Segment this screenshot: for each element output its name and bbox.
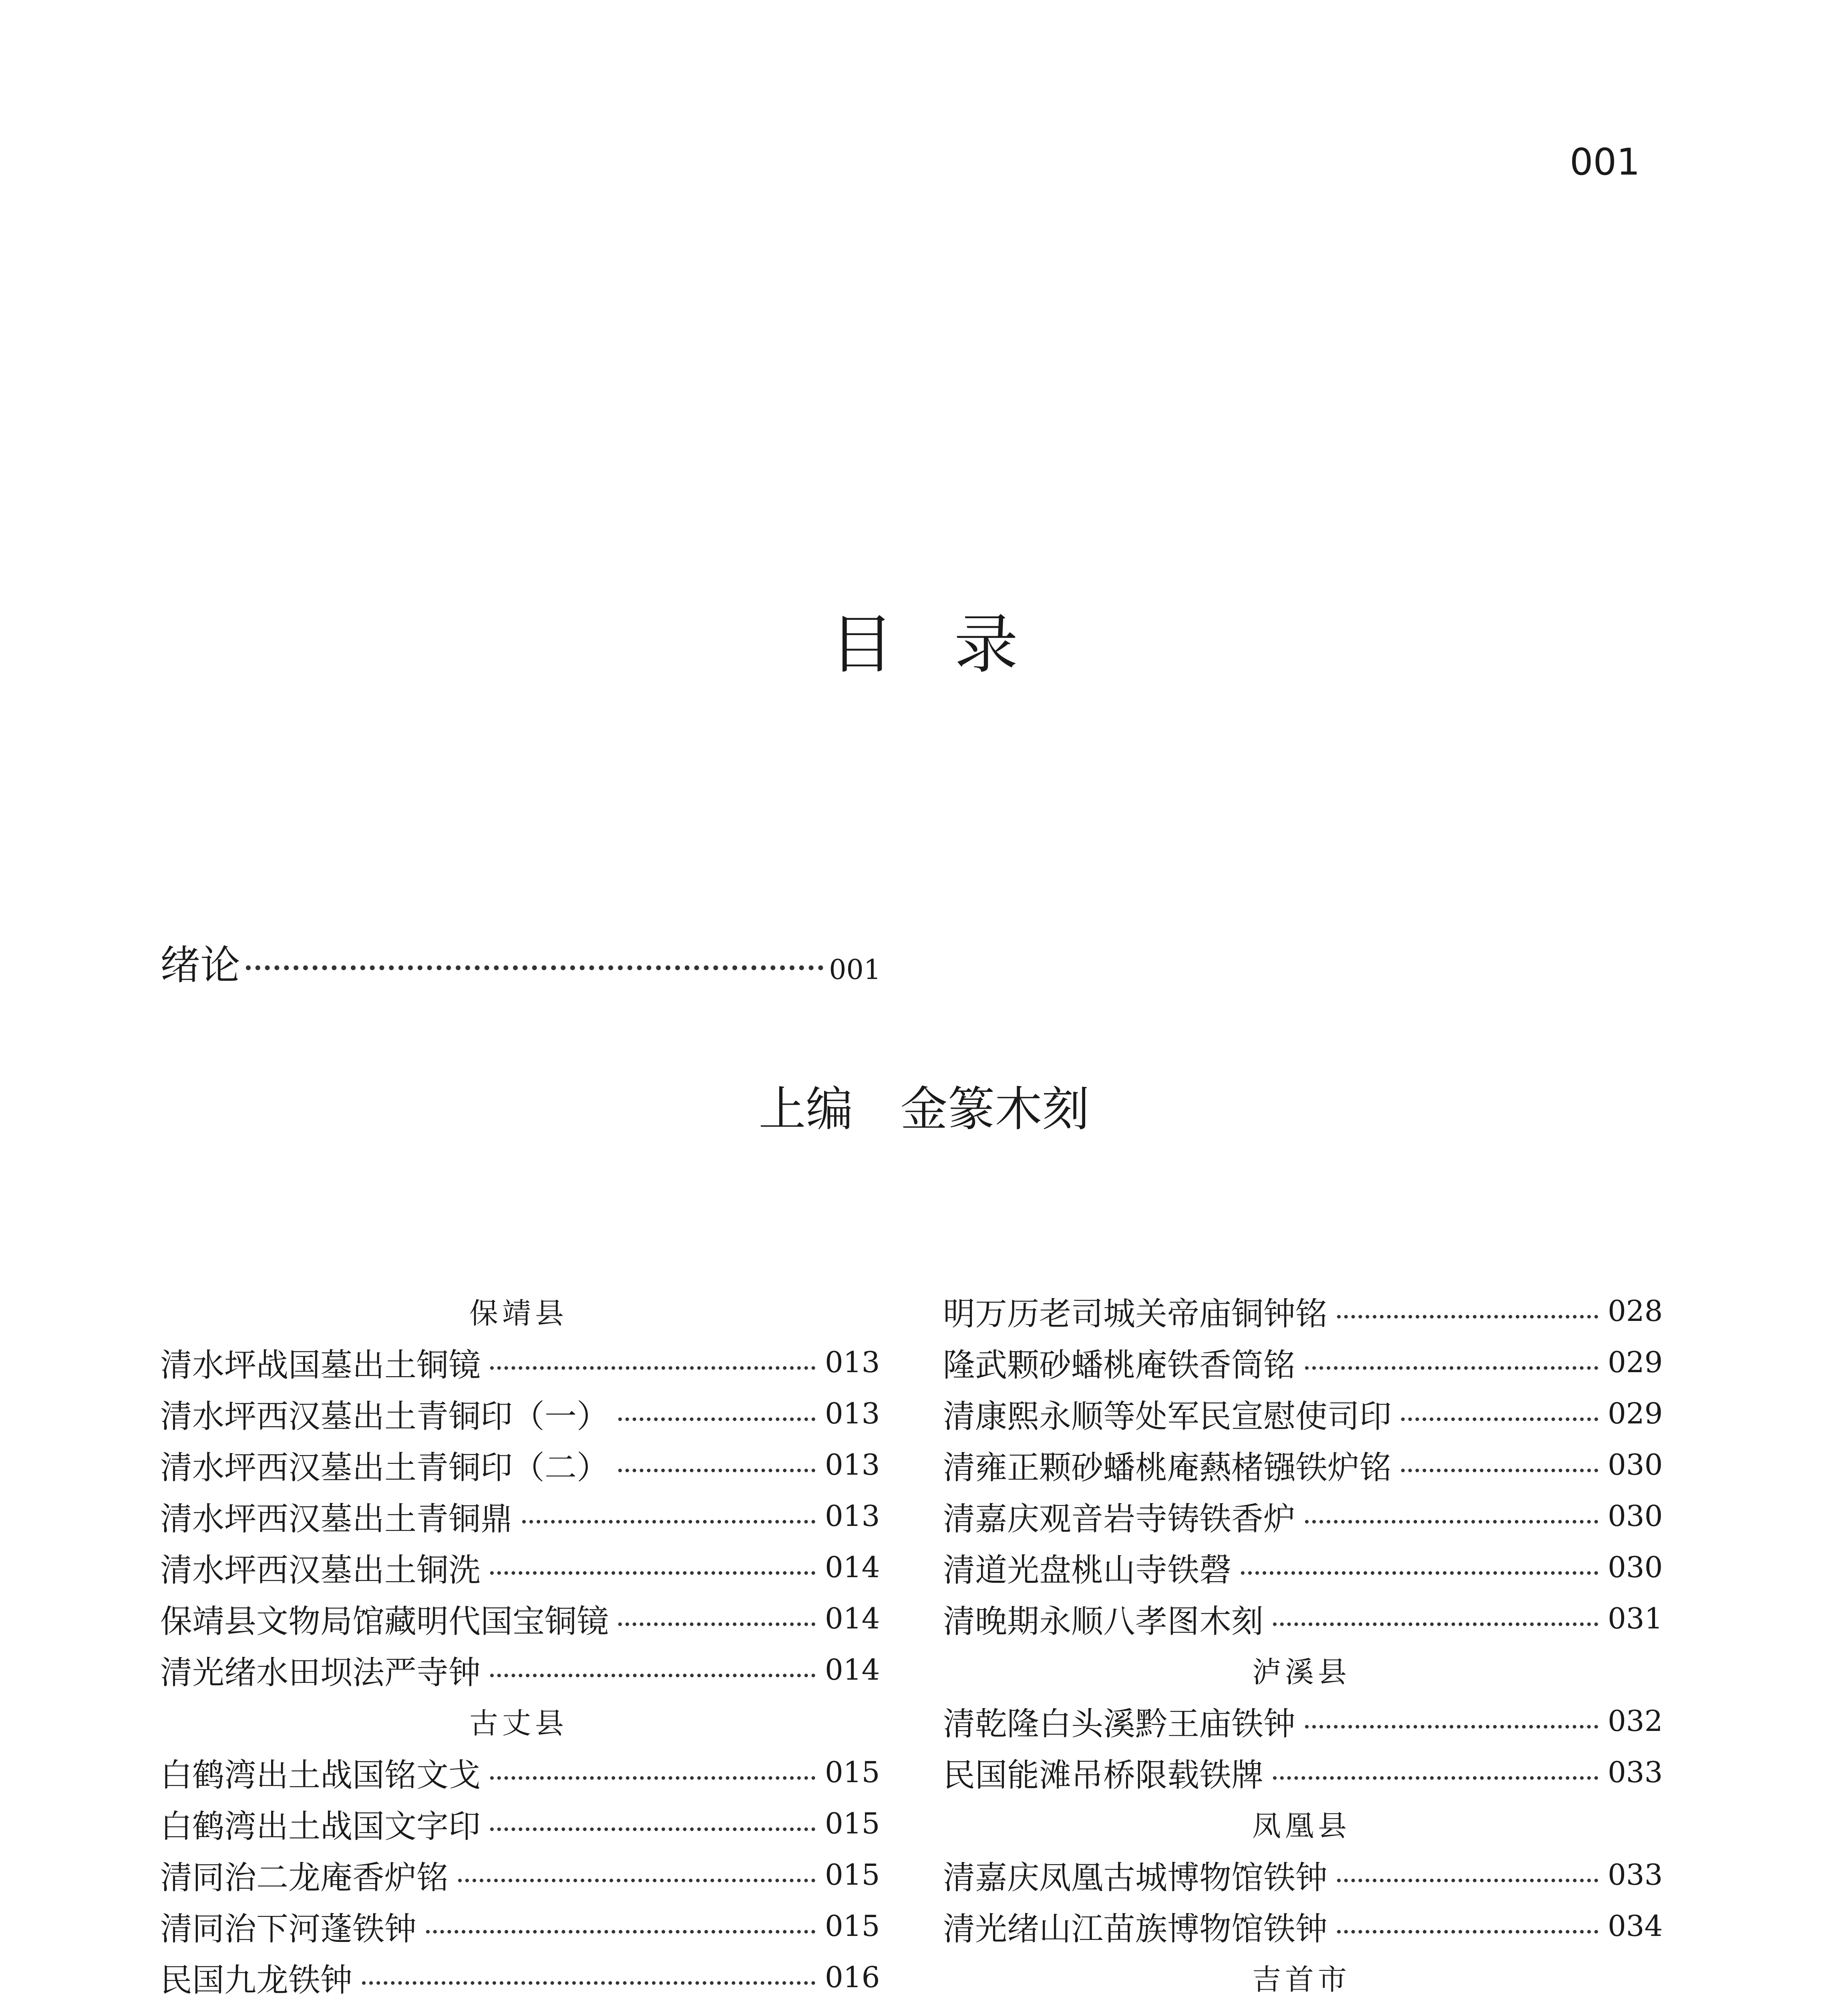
dot-leader [1273, 1776, 1598, 1780]
toc-entry[interactable] [160, 1644, 880, 1695]
page-number: 001 [1570, 141, 1640, 183]
toc-entry-page: 015 [825, 1909, 880, 1943]
toc-entry[interactable] [160, 1439, 880, 1490]
toc-entry-page: 015 [825, 1755, 880, 1789]
toc-entry-page: 013 [825, 1345, 880, 1379]
dot-leader [246, 965, 823, 970]
county-heading: 保靖县 [469, 1296, 568, 1330]
dot-leader [1305, 1520, 1598, 1524]
toc-entry-title: 清晚期永顺八孝图木刻 [943, 1602, 1263, 1640]
toc-entry[interactable] [943, 1900, 1663, 1952]
toc-entry-title: 清嘉庆凤凰古城博物馆铁钟 [943, 1859, 1327, 1896]
county-heading: 古丈县 [469, 1707, 568, 1740]
county-heading: 凤凰县 [1252, 1809, 1351, 1843]
toc-entry-title: 明万历老司城关帝庙铜钟铭 [943, 1295, 1327, 1333]
toc-entry-title: 清水坪西汉墓出土青铜印（二） [160, 1449, 609, 1486]
toc-entry[interactable] [160, 1337, 880, 1388]
toc-entry-title: 绪论 [160, 942, 240, 989]
toc-entry[interactable] [943, 1337, 1663, 1388]
toc-entry-page: 030 [1608, 1499, 1663, 1533]
toc-entry[interactable] [943, 1747, 1663, 1798]
toc-entry-page: 034 [1608, 1909, 1663, 1943]
toc-entry[interactable] [160, 1747, 880, 1798]
page-title: 目录 [830, 607, 1078, 682]
toc-entry-page: 013 [825, 1448, 880, 1481]
toc-entry[interactable] [160, 1593, 880, 1644]
toc-entry-title: 清道光盘桃山寺铁磬 [943, 1551, 1231, 1589]
dot-leader [618, 1622, 815, 1626]
toc-entry[interactable] [160, 1952, 880, 2002]
dot-leader [490, 1674, 815, 1677]
toc-entry[interactable] [943, 1593, 1663, 1644]
dot-leader [490, 1366, 815, 1370]
toc-entry-page: 033 [1608, 1755, 1663, 1789]
toc-entry-page: 029 [1608, 1345, 1663, 1379]
dot-leader [1337, 1879, 1598, 1882]
section-title: 上编 金篆木刻 [758, 1081, 1090, 1137]
toc-entry-title: 清嘉庆观音岩寺铸铁香炉 [943, 1500, 1295, 1538]
toc-entry-title: 清水坪西汉墓出土青铜印（一） [160, 1397, 609, 1435]
toc-entry[interactable] [943, 1849, 1663, 1900]
toc-entry-page: 014 [825, 1550, 880, 1584]
dot-leader [1305, 1366, 1598, 1370]
toc-entry-title: 清水坪西汉墓出土铜洗 [160, 1551, 481, 1589]
toc-entry-page: 030 [1608, 1448, 1663, 1481]
toc-right-column [943, 1285, 1663, 2002]
dot-leader [522, 1520, 815, 1524]
toc-entry-page: 029 [1608, 1397, 1663, 1430]
dot-leader [426, 1930, 815, 1934]
toc-entry-page: 016 [825, 1960, 880, 1994]
dot-leader [618, 1417, 815, 1421]
dot-leader [490, 1776, 815, 1780]
toc-entry-title: 白鹤湾出土战国铭文戈 [160, 1756, 481, 1794]
toc-entry-page: 014 [825, 1602, 880, 1635]
dot-leader [1401, 1469, 1598, 1472]
dot-leader [490, 1571, 815, 1575]
toc-entry[interactable] [943, 1542, 1663, 1593]
toc-entry[interactable] [943, 1388, 1663, 1439]
toc-entry[interactable] [160, 1798, 880, 1849]
dot-leader [458, 1879, 815, 1882]
toc-left-column [160, 1285, 880, 2002]
toc-entry-page: 033 [1608, 1858, 1663, 1891]
toc-entry[interactable] [160, 1900, 880, 1952]
dot-leader [1305, 1725, 1598, 1729]
toc-entry-title: 民国九龙铁钟 [160, 1961, 352, 1999]
toc-entry-page: 032 [1608, 1704, 1663, 1738]
toc-entry-page: 001 [829, 954, 881, 986]
toc-entry-title: 清水坪战国墓出土铜镜 [160, 1346, 481, 1384]
toc-entry[interactable] [943, 1695, 1663, 1747]
toc-entry-title: 清雍正颗砂蟠桃庵爇楮镪铁炉铭 [943, 1449, 1392, 1486]
toc-entry-title: 民国能滩吊桥限载铁牌 [943, 1756, 1263, 1794]
toc-entry-title: 白鹤湾出土战国文字印 [160, 1807, 481, 1845]
toc-entry-title: 清乾隆白头溪黔王庙铁钟 [943, 1705, 1295, 1743]
toc-intro-entry[interactable] [160, 933, 881, 989]
toc-entry[interactable] [943, 1439, 1663, 1490]
toc-entry-title: 清光绪山江苗族博物馆铁钟 [943, 1910, 1327, 1948]
county-heading: 泸溪县 [1252, 1655, 1351, 1689]
toc-entry[interactable] [160, 1388, 880, 1439]
toc-entry-title: 清水坪西汉墓出土青铜鼎 [160, 1500, 513, 1538]
toc-entry[interactable] [160, 1490, 880, 1542]
toc-entry-page: 015 [825, 1858, 880, 1891]
toc-entry-page: 014 [825, 1653, 880, 1686]
dot-leader [1401, 1417, 1598, 1421]
toc-entry-page: 030 [1608, 1550, 1663, 1584]
toc-entry-page: 028 [1608, 1294, 1663, 1328]
dot-leader [1337, 1315, 1598, 1319]
toc-entry-page: 013 [825, 1397, 880, 1430]
toc-entry-title: 保靖县文物局馆藏明代国宝铜镜 [160, 1602, 609, 1640]
dot-leader [618, 1469, 815, 1472]
toc-entry-title: 清光绪水田坝法严寺钟 [160, 1654, 481, 1691]
county-heading: 吉首市 [1252, 1963, 1351, 1996]
toc-entry-title: 清康熙永顺等处军民宣慰使司印 [943, 1397, 1392, 1435]
toc-entry[interactable] [943, 1285, 1663, 1337]
dot-leader [362, 1981, 815, 1985]
toc-entry[interactable] [943, 1490, 1663, 1542]
toc-entry-title: 清同治二龙庵香炉铭 [160, 1859, 448, 1896]
toc-entry[interactable] [160, 1542, 880, 1593]
toc-entry[interactable] [160, 1849, 880, 1900]
dot-leader [490, 1827, 815, 1831]
toc-entry-page: 031 [1608, 1602, 1663, 1635]
toc-entry-page: 013 [825, 1499, 880, 1533]
dot-leader [1273, 1622, 1598, 1626]
dot-leader [1241, 1571, 1598, 1575]
dot-leader [1337, 1930, 1598, 1934]
toc-entry-page: 015 [825, 1807, 880, 1840]
toc-entry-title: 清同治下河蓬铁钟 [160, 1910, 416, 1948]
toc-entry-title: 隆武颗砂蟠桃庵铁香筒铭 [943, 1346, 1295, 1384]
